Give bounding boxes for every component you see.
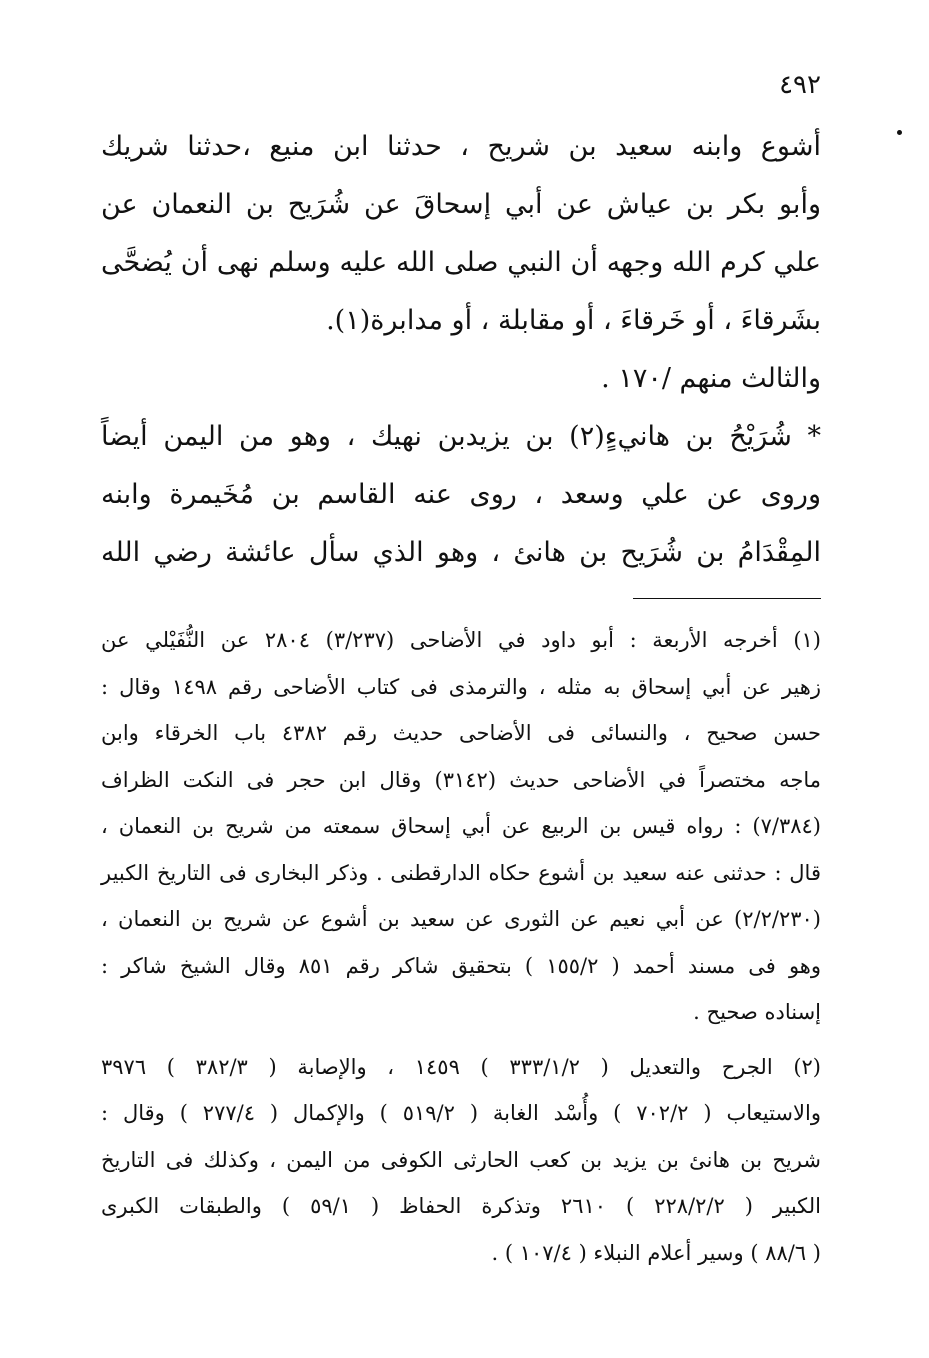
- main-text-line: والثالث منهم /١٧٠ .: [601, 363, 821, 394]
- footnote-1: [101, 617, 821, 1036]
- main-text-line: وأبو بكر بن عياش عن أبي إسحاقَ عن شُرَيح بن النعمان عن: [101, 189, 821, 220]
- footnote-line: إسناده صحيح .: [693, 1000, 821, 1024]
- footnote-line: وهو فى مسند أحمد ( ١٥٥/٢ ) بتحقيق شاكر رقم ٨٥١ وقال الشيخ شاكر :: [101, 953, 822, 978]
- footnote-line: ماجه مختصراً في الأضاحى حديث (٣١٤٢) وقال ابن حجر فى النكت الظراف: [101, 767, 821, 792]
- footnote-line: قال : حدثنى عنه سعيد بن أشوع حكاه الدارقطنى . وذكر البخارى فى التاريخ الكبير: [101, 860, 821, 885]
- main-text-line: علي كرم الله وجهه أن النبي صلى الله عليه وسلم نهى أن يُضحَّى: [101, 247, 821, 278]
- footnote-2: [101, 1044, 821, 1277]
- scan-dot-mark: [897, 130, 902, 135]
- footnote-divider: [633, 598, 821, 599]
- footnote-line: ( ٨٨/٦ ) وسير أعلام النبلاء ( ١٠٧/٤ ) .: [491, 1240, 821, 1265]
- footnote-line: حسن صحيح ، والنسائى فى الأضاحى حديث رقم ٤٣٨٢ باب الخرقاء وابن: [101, 721, 821, 745]
- footnote-gap: [101, 1036, 821, 1044]
- page-number: ٤٩٢: [779, 70, 821, 100]
- footnote-line: شريح بن هانئ بن يزيد بن كعب الحارثى الكوفى من اليمن ، وكذلك فى التاريخ: [101, 1147, 821, 1172]
- footnotes: [101, 617, 821, 1276]
- footnote-line: (١) أخرجه الأربعة : أبو داود في الأضاحى (٣/٢٣٧) ٢٨٠٤ عن النُّفَيْلي عن: [101, 628, 821, 652]
- main-text-line: * شُرَيْحُ بن هانيءٍ(٢) بن يزيدبن نهيك ، وهو من اليمن أيضاً: [101, 421, 821, 452]
- footnote-line: الكبير ( ٢٢٨/٢/٢ ) ٢٦١٠ وتذكرة الحفاظ ( ٥٩/١ ) والطبقات الكبرى: [101, 1194, 821, 1218]
- footnote-line: (٧/٣٨٤) : رواه قيس بن الربيع عن أبي إسحاق سمعته من شريح بن النعمان ،: [101, 814, 821, 838]
- main-text-line: وروى عن علي وسعد ، روى عنه القاسم بن مُخَيمرة وابنه: [101, 479, 821, 510]
- footnote-line: زهير عن أبي إسحاق به مثله ، والترمذى فى كتاب الأضاحى رقم ١٤٩٨ وقال :: [101, 674, 822, 699]
- main-text-line: بشَرقاءَ ، أو خَرقاءَ ، أو مقابلة ، أو مدابرة(١).: [326, 305, 821, 336]
- main-text-line: المِقْدَامُ بن شُرَيح بن هانئ ، وهو الذي سأل عائشة رضي الله: [101, 537, 821, 568]
- main-text-body: [101, 118, 821, 582]
- main-text-line: أشوع وابنه سعيد بن شريح ، حدثنا ابن منيع ،حدثنا شريك: [101, 131, 821, 162]
- footnote-line: (٢) الجرح والتعديل ( ٣٣٣/١/٢ ) ١٤٥٩ ، والإصابة ( ٣٨٢/٣ ) ٣٩٧٦: [101, 1054, 821, 1079]
- footnote-line: (٢/٢/٢٣٠) عن أبي نعيم عن الثورى عن سعيد بن أشوع عن شريح بن النعمان ،: [101, 907, 821, 931]
- footnote-line: والاستيعاب ( ٧٠٢/٢ ) وأُسْد الغابة ( ٥١٩/٢ ) والإكمال ( ٢٧٧/٤ ) وقال :: [101, 1101, 821, 1125]
